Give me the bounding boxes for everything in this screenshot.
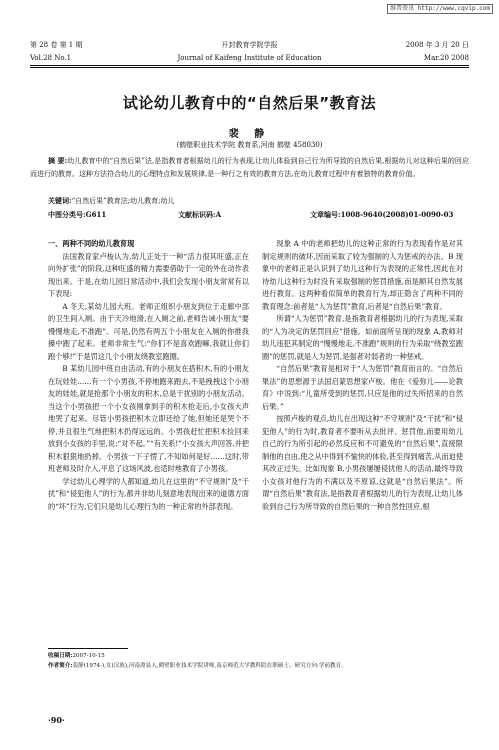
body-paragraph: B 某幼儿园中班自由活动,有的小朋友在搭积木,有的小朋友在玩娃娃……有一个小男孩,不停地跑来跑去,不是拽拽这个小朋友的娃娃,就是抢那个小朋友的积木,总是干扰别的小朋友活动。当这个小男孩把一个小女孩刚拿到手的积木抢走后,小女孩大声地哭了起来。尽管小男孩把积木立即还给了她,但她还是哭个不停,并且很生气地把积木扔得远远的。小男孩赶忙把积木捡回来放到小女孩的手里,说:“对不起。”“有关系!”小女孩大声回答,并把积木狠狠地扔掉。小男孩一下子愣了,不知如何是好……这时,带班老师及时介入,平息了这场风波,也适时地教育了小男孩。 — [48, 364, 249, 473]
header-rule — [30, 65, 469, 66]
body-paragraph: “自然后果”教育是相对于“人为惩罚”教育而言的。“自然后果法”的思想源于法国启蒙思想家卢梭。他在《爱弥儿——论教育》中说到:“儿童所受到的惩罚,只应是他的过失所招来的自然后果。” — [262, 364, 463, 411]
header-rule-thin — [30, 67, 469, 68]
article-number: 文章编号:1008-9640(2008)01-0090-03 — [310, 210, 454, 219]
section-heading: 一、两种不同的幼儿教育现 — [48, 239, 135, 248]
abstract-text: 幼儿教育中的“自然后果”法,是指教育者根据幼儿的行为表现,让幼儿体验到自己行为所导致的自然后果,根据幼儿对这种后果的回应而进行的教育。这种方法符合幼儿的心理特点和发展规律,是一种行之有效的教育方法,在幼儿教育过程中有着独特的教育价值。 — [30, 157, 469, 178]
date-cn: 2008 年 3 月 20 日 — [405, 41, 469, 49]
document-code: 文献标识码:A — [178, 210, 222, 219]
journal-name-en: Journal of Kaifeng Institute of Education — [177, 54, 322, 62]
body-paragraph: 按照卢梭的观点,幼儿在出现这种“不守规则”及“干扰”和“侵犯他人”的行为时,教育者不要听从去批评、惩罚他,而要用幼儿自己的行为所引起的必然反应和不可避免的“自然后果”,直接限制他的自由,使之从中得到不愉快的体验,甚至得到痛苦,从而迫使其改正过失。比如现象 B,小男孩屡屡侵扰他人的活动,最终导致小女孩对他行为的不满以及不原谅,这就是“自然后果法”。所谓“自然后果”教育法,是指教育者根据幼儿的行为表现,让幼儿体验到自己行为所导致的自然后果的一种自然性回应,根 — [262, 414, 463, 511]
clc-number: 中图分类号:G611 — [48, 210, 107, 219]
footnote-rule — [48, 648, 128, 649]
author-name: 裴 静 — [228, 129, 271, 140]
page-number: ·90· — [48, 715, 65, 725]
abstract-label: 摘 要: — [48, 156, 68, 165]
footnote-author-bio: 作者简介:裴静(1974-),女(汉族),河南浚县人,鹤壁职业技术学院讲师,南京师范大学教科院在职硕士。研究方向:学前教育。 — [48, 663, 347, 669]
issue-cn: 第 28 卷 第 1 期 — [30, 41, 83, 49]
body-paragraph: 学过幼儿心理学的人都知道,幼儿在这里的“不守规则”及“干扰”和“侵犯他人”的行为,都并非幼儿刻意地表现出来的道德方面的“坏”行为,它们只是幼儿心理行为的一种正常的外部表现。 — [48, 476, 249, 511]
date-en: Mar.20 2008 — [423, 54, 469, 62]
body-paragraph: 法国教育家卢梭认为,幼儿正处于一种“活力很其旺盛,正在向外扩张”的阶段,这种旺盛的精力需要借助于一定的外在动作表现出来。于是,在幼儿园日常活动中,我们会发现小朋友常常有以下表现: — [48, 251, 249, 298]
keywords-text: “自然后果”教育法;幼儿教育;幼儿 — [71, 197, 175, 205]
source-watermark: 维普资讯 http://www.cqvip.com — [387, 4, 493, 14]
body-paragraph: A 冬天,某幼儿园大班。老师正组织小朋友到位于走廊中部的卫生间入厕。由于天冷地滑,在入厕之前,老师告诫小朋友“要慢慢地走,不准跑”。可是,仍然有两五个小朋友在入厕的你推我搡中跑了起来。老师非常生气:“你们不是喜欢跑嘛,我就让你们跑个够!”于是罚这几个小朋友绕教室跑圈。 — [48, 301, 249, 361]
issue-en: Vol.28 No.1 — [30, 54, 72, 62]
body-paragraph: 现象 A 中的老师把幼儿的这种正常的行为表现看作是对其制定规则的破坏,因而采取了较为强制的人为惩戒的办法。B 现象中的老师正是认识到了幼儿这种行为表现的正常性,因此在对待幼儿这种行为时没有采取强制的惩罚措施,而是顺其自然发展进行教育。这两种看似简单的教育行为,却正隐含了两种不同的教育理念:前者是“人为惩罚”教育,后者是“自然后果”教育。 — [262, 239, 463, 311]
footnote-received: 收稿日期:2007-10-15 — [48, 653, 105, 659]
keywords-label: 关键词: — [48, 196, 72, 205]
author-affiliation: (鹤壁职业技术学院 教育系,河南 鹤壁 458030) — [176, 141, 323, 149]
article-title: 试论幼儿教育中的“自然后果”教育法 — [122, 94, 377, 112]
journal-name-cn: 开封教育学院学报 — [221, 41, 278, 49]
body-paragraph: 所谓“人为惩罚”教育,是指教育者根据幼儿的行为表现,采取的“人为决定的惩罚回应”措施。如前面所呈现的现象 A,教师对幼儿违犯其制定的“慢慢地走,不准跑”规则的行为采取“绕教室跑圈”的惩罚,就是人为惩罚,是强者对弱者的一种惩戒。 — [262, 314, 463, 361]
body-column-left — [48, 238, 249, 513]
body-column-right — [262, 238, 463, 513]
abstract — [30, 154, 469, 181]
keywords — [48, 196, 469, 206]
